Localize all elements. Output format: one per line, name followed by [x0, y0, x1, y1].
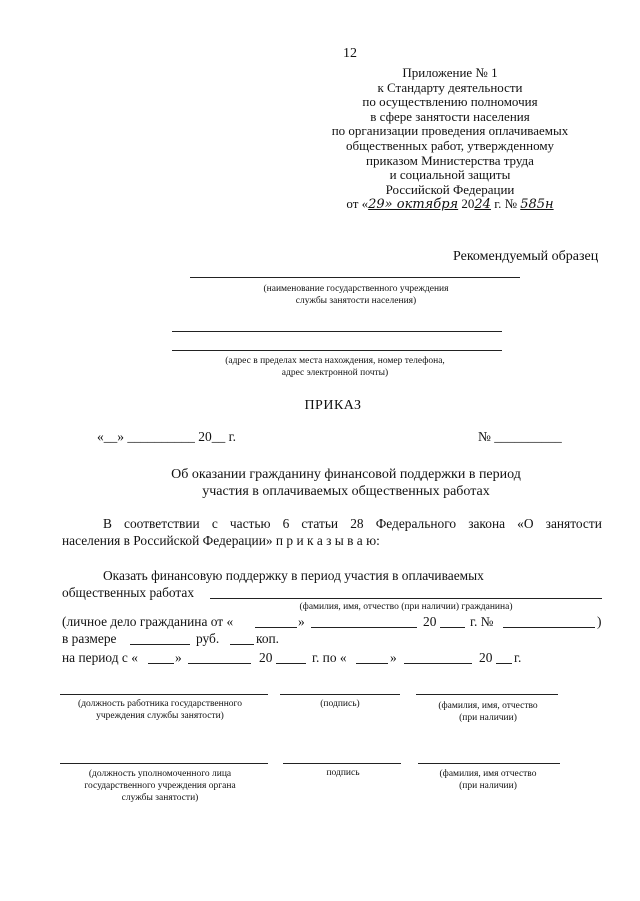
- period-from-day-blank: [148, 663, 174, 664]
- position-line-2: [60, 763, 268, 764]
- institution-name-line: [190, 277, 520, 278]
- case-year-blank: [440, 627, 465, 628]
- period-from-year-blank: [276, 663, 306, 664]
- preamble-word: Федерального: [375, 516, 457, 531]
- form-line-1: Оказать финансовую поддержку в период участия в оплачиваемых: [103, 568, 484, 583]
- preamble-word: В: [103, 516, 112, 531]
- caption-line: государственного учреждения органа: [84, 781, 236, 791]
- annex-line: к Стандарту деятельности: [377, 79, 523, 95]
- preamble-word: 28: [350, 516, 364, 531]
- form-line-5b: »: [175, 650, 182, 665]
- caption-line: (должность уполномоченного лица: [88, 769, 232, 779]
- period-to-month-blank: [404, 663, 472, 664]
- preamble-word: 6: [282, 516, 290, 531]
- amount-kop-blank: [230, 644, 254, 645]
- period-to-year-blank: [496, 663, 512, 664]
- annex-number-handwritten: 585н: [520, 197, 554, 213]
- position-line-1: [60, 694, 268, 695]
- preamble-word: «О: [517, 516, 534, 531]
- subject-line: Об оказании гражданину финансовой поддержки в период: [171, 467, 521, 482]
- preamble-word: частью: [229, 516, 271, 531]
- signature-caption-2: подпись: [326, 768, 360, 778]
- caption-line: учреждения службы занятости): [96, 711, 224, 721]
- case-day-blank: [255, 627, 297, 628]
- annex-year-handwritten: 24: [474, 197, 491, 213]
- signature-caption-1: (подпись): [320, 699, 360, 709]
- annex-year-prefix: 20: [461, 196, 475, 212]
- caption-line: (при наличии): [459, 781, 517, 791]
- form-line-5a: на период с «: [62, 650, 138, 665]
- form-line-5d: г. по «: [312, 650, 347, 665]
- form-line-2: общественных работах: [62, 585, 195, 600]
- annex-line: Российской Федерации: [385, 181, 515, 197]
- form-line-5g: г.: [514, 650, 522, 665]
- case-month-blank: [311, 627, 417, 628]
- annex-date-handwritten: 29» октября: [368, 197, 459, 213]
- caption-line: службы занятости): [121, 793, 199, 803]
- recommended-sample-label: Рекомендуемый образец: [453, 249, 599, 264]
- annex-line: Приложение № 1: [402, 65, 498, 80]
- preamble-word: закона: [468, 516, 506, 531]
- annex-line: приказом Министерства труда: [366, 152, 534, 168]
- annex-line: в сфере занятости населения: [370, 108, 530, 124]
- form-line-5c: 20: [259, 650, 273, 665]
- caption-line: (фамилия, имя отчество: [439, 769, 537, 779]
- name-line-1: [416, 694, 558, 695]
- page-number: 12: [343, 46, 357, 61]
- preamble-line-1: [103, 516, 602, 532]
- preamble-word: с: [211, 516, 218, 531]
- caption-line: (наименование государственного учреждения: [263, 284, 449, 294]
- caption-line: адрес электронной почты): [281, 368, 389, 378]
- fio-caption: (фамилия, имя, отчество (при наличии) гражданина): [299, 602, 513, 612]
- name-line-2: [418, 763, 560, 764]
- preamble-word: статьи: [301, 516, 339, 531]
- form-line-5e: »: [390, 650, 397, 665]
- annex-line: общественных работ, утвержденному: [345, 137, 555, 153]
- order-title: ПРИКАЗ: [304, 398, 362, 413]
- order-date-line: «__» __________ 20__ г.: [97, 429, 237, 444]
- position-caption-2: [84, 768, 235, 804]
- signature-line-2: [283, 763, 401, 764]
- address-line-2: [172, 350, 502, 351]
- preamble-word: занятости: [545, 516, 602, 531]
- preamble-word: соответствии: [124, 516, 200, 531]
- annex-line: по осуществлению полномочия: [362, 94, 538, 110]
- case-number-blank: [503, 627, 595, 628]
- amount-rub-blank: [130, 644, 190, 645]
- order-subject: [171, 466, 521, 500]
- subject-line: участия в оплачиваемых общественных работах: [202, 484, 490, 499]
- form-line-5f: 20: [479, 650, 493, 665]
- annex-line: по организации проведения оплачиваемых: [331, 123, 569, 139]
- institution-name-caption: [264, 283, 449, 307]
- caption-line: (адрес в пределах места нахождения, номер телефона,: [225, 356, 445, 366]
- form-line-3c: 20: [423, 614, 437, 629]
- preamble-line-2: населения в Российской Федерации» п р и к а з ы в а ю:: [62, 533, 380, 548]
- address-caption: [225, 355, 445, 379]
- fio-blank: [210, 598, 602, 599]
- form-line-4a: в размере: [62, 631, 117, 646]
- name-caption-2: [440, 768, 537, 792]
- annex-date-prefix: от «: [346, 196, 369, 212]
- period-from-month-blank: [188, 663, 251, 664]
- caption-line: (при наличии): [459, 713, 517, 723]
- annex-date-line: [330, 197, 570, 213]
- signature-line-1: [280, 694, 400, 695]
- caption-line: (должность работника государственного: [78, 699, 242, 709]
- address-line-1: [172, 331, 502, 332]
- order-number-line: № __________: [478, 429, 562, 444]
- annex-year-suffix: г. №: [494, 196, 517, 212]
- position-caption-1: [78, 698, 242, 722]
- form-line-3b: »: [298, 614, 305, 629]
- annex-line: и социальной защиты: [389, 167, 511, 183]
- annex-header: [330, 66, 570, 213]
- name-caption-1: [438, 700, 537, 724]
- form-line-3a: (личное дело гражданина от «: [62, 614, 234, 629]
- form-line-4c: коп.: [256, 631, 280, 646]
- caption-line: службы занятости населения): [295, 296, 417, 306]
- caption-line: (фамилия, имя, отчество: [438, 701, 538, 711]
- period-to-day-blank: [356, 663, 388, 664]
- form-line-3e: ): [597, 614, 602, 629]
- form-line-4b: руб.: [196, 631, 220, 646]
- form-line-3d: г. №: [470, 614, 494, 629]
